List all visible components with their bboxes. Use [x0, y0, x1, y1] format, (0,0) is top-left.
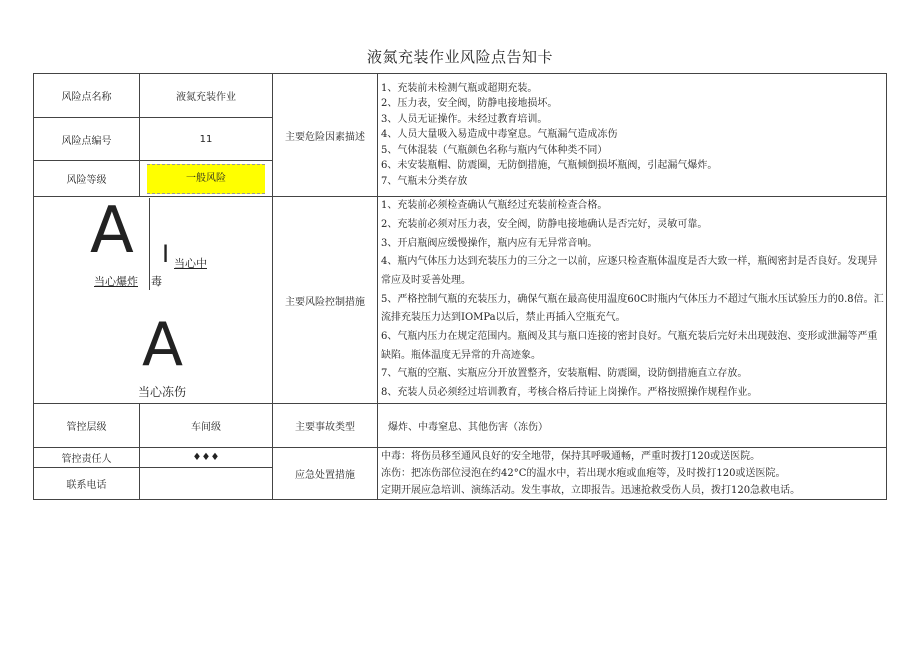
page-title: 液氮充装作业风险点告知卡	[366, 48, 553, 66]
warning-sign-explosion-icon: A	[90, 194, 134, 268]
controls-list	[378, 197, 887, 404]
sign-divider	[149, 198, 150, 290]
hazard-item: 4、人员大量吸入易造成中毒窒息。气瓶漏气造成冻伤	[381, 129, 618, 141]
hazard-item: 7、气瓶未分类存放	[381, 175, 468, 187]
control-item: 6、气瓶内压力在规定范围内。瓶阀及其与瓶口连接的密封良好。气瓶充装后完好未出现鼓泡、变形或泄漏等严重缺陷。瓶体温度无异常的升高迹象。	[381, 331, 878, 361]
control-item: 4、瓶内气体压力达到充装压力的三分之一以前，应逐只检查瓶体温度是否大致一样，瓶阀密封是否良好。发现异常应及时妥善处理。	[381, 256, 878, 286]
control-item: 1、充装前必须检查确认气瓶经过充装前检查合格。	[381, 200, 608, 212]
risk-name-value: 液氮充装作业	[140, 74, 273, 118]
control-level-label: 管控层级	[34, 404, 140, 448]
risk-name-label: 风险点名称	[34, 74, 140, 118]
control-item: 2、充装前必须对压力表，安全阀，防静电接地确认是否完好，灵敏可靠。	[381, 218, 708, 230]
hazard-item: 3、人员无证操作。未经过教育培训。	[381, 113, 548, 125]
hazard-item: 1、充装前未检测气瓶或超期充装。	[381, 82, 538, 94]
phone-value	[140, 468, 273, 500]
hazard-item: 2、压力表，安全阀，防静电接地损坏。	[381, 98, 558, 110]
warning-sign-explosion-text: 当心爆炸	[94, 275, 138, 288]
control-item: 5、严格控制气瓶的充装压力，确保气瓶在最高使用温度60C时瓶内气体压力不超过气瓶水压试验压力的0.8倍。汇流排充装压力达到IOMPa以后，禁止再插入空瓶充气。	[381, 293, 884, 324]
hazards-label: 主要危险因素描述	[273, 74, 378, 197]
emergency-item: 中毒：将伤员移至通风良好的安全地带，保持其呼吸通畅，严重时拨打120或送医院。	[381, 451, 761, 462]
phone-label: 联系电话	[34, 468, 140, 500]
risk-no-value: 11	[140, 118, 273, 161]
risk-level-label: 风险等级	[34, 161, 140, 197]
hazard-item: 5、气体混装（气瓶颜色名称与瓶内气体种类不同）	[381, 144, 608, 156]
accident-type-value: 爆炸、中毒窒息、其他伤害（冻伤）	[378, 404, 887, 448]
warning-sign-poison-text: 毒	[151, 275, 162, 288]
emergency-list	[378, 448, 887, 500]
warning-signs	[34, 194, 273, 404]
emergency-item: 冻伤：把冻伤部位浸泡在约42°C的温水中，若出现水疱或血疱等，及时拨打120或送医院。	[381, 468, 786, 479]
control-item: 8、充装人员必须经过培训教育，考核合格后持证上岗操作。严格按照操作规程作业。	[381, 387, 758, 399]
control-item: 3、开启瓶阀应缓慢操作，瓶内应有无异常音响。	[381, 237, 598, 249]
accident-type-label: 主要事故类型	[273, 404, 378, 448]
emergency-label: 应急处置措施	[273, 448, 378, 500]
risk-level-cell	[140, 161, 273, 197]
warning-sign-poison-icon: I	[162, 240, 170, 268]
risk-level-badge: 一般风险	[147, 164, 265, 194]
hazard-item: 6、未安装瓶帽、防震圈，无防倒措施，气瓶倾倒损坏瓶阀，引起漏气爆炸。	[381, 160, 718, 172]
emergency-item: 定期开展应急培训、演练活动。发生事故，立即报告。迅速抢救受伤人员，拨打120急救电话。	[381, 485, 801, 496]
hazards-list	[378, 74, 887, 197]
controls-label: 主要风险控制措施	[273, 197, 378, 404]
risk-notice-table	[33, 73, 887, 500]
control-item: 7、气瓶的空瓶、实瓶应分开放置整齐，安装瓶帽、防震圈，设防倒措施直立存放。	[381, 368, 748, 380]
warning-sign-poison-caption: 当心中	[174, 257, 207, 270]
responsible-label: 管控责任人	[34, 448, 140, 468]
control-level-value: 车间级	[140, 404, 273, 448]
warning-sign-frostbite-text: 当心冻伤	[138, 385, 187, 399]
warning-sign-frostbite-icon: A	[142, 310, 184, 380]
risk-no-label: 风险点编号	[34, 118, 140, 161]
responsible-value: ♦♦♦	[140, 448, 273, 468]
